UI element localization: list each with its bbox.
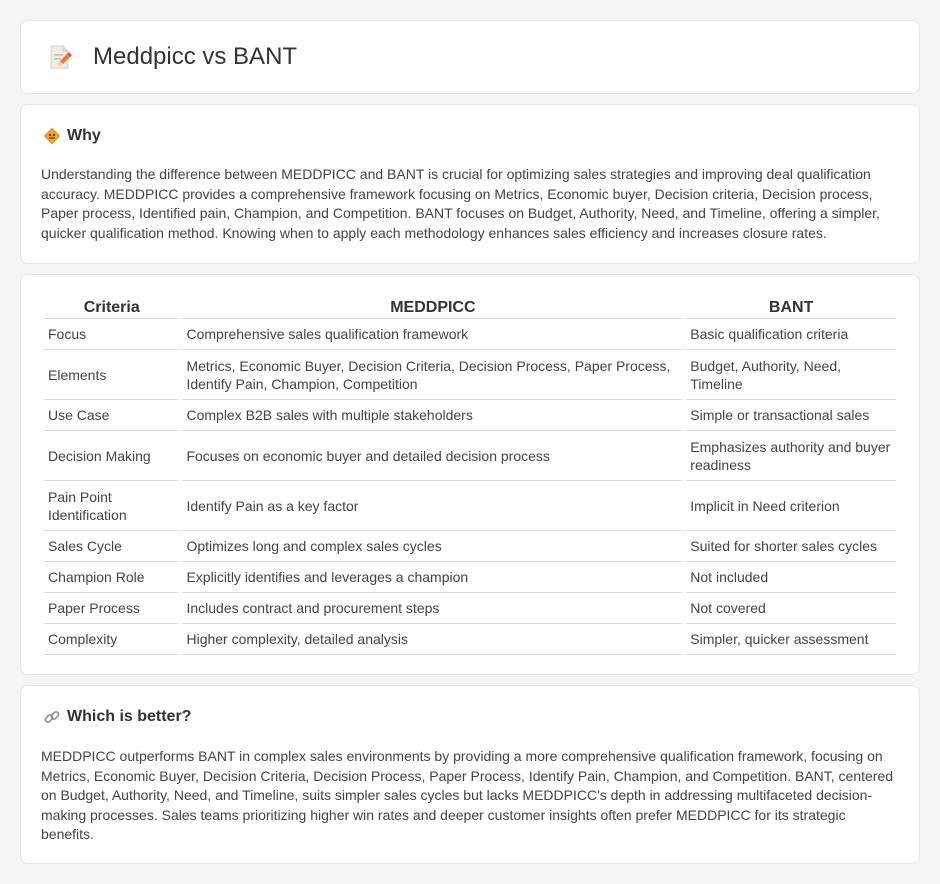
criteria-cell: Champion Role: [44, 562, 179, 593]
bant-cell: Basic qualification criteria: [686, 319, 896, 350]
criteria-cell: Sales Cycle: [44, 531, 179, 562]
why-heading: Why: [67, 127, 101, 144]
meddpicc-cell: Metrics, Economic Buyer, Decision Criteria, Decision Process, Paper Process, Identify Pain, Champion, Competition: [182, 350, 683, 400]
table-row: [44, 350, 896, 400]
table-row: [44, 431, 896, 481]
criteria-cell: Focus: [44, 319, 179, 350]
page-title: Meddpicc vs BANT: [93, 43, 298, 70]
bant-cell: Not covered: [686, 593, 896, 624]
header-criteria: Criteria: [44, 295, 179, 319]
which-is-better-text: MEDDPICC outperforms BANT in complex sales environments by providing a more comprehensive qualification framework, focusing on Metrics, Economic Buyer, Decision Criteria, Decision Process, Paper Process, Identify Pain, Champion, and Competition. BANT, centered on Budget, Authority, Need, and Timeline, suits simpler sales cycles but lacks MEDDPICC's depth in addressing multifaceted decision-making processes. Sales teams prioritizing higher win rates and deeper customer insights often prefer MEDDPICC for its strategic benefits.: [41, 748, 894, 842]
table-row: [44, 531, 896, 562]
header-card: [20, 20, 920, 94]
bant-cell: Simple or transactional sales: [686, 400, 896, 431]
meddpicc-cell: Complex B2B sales with multiple stakeholders: [182, 400, 683, 431]
why-text: Understanding the difference between MEDDPICC and BANT is crucial for optimizing sales strategies and improving deal qualification accuracy. MEDDPICC provides a comprehensive framework focusing on Metrics, Economic buyer, Decision criteria, Decision process, Paper process, Identified pain, Champion, and Competition. BANT focuses on Budget, Authority, Need, and Timeline, offering a simpler, quicker qualification method. Knowing when to apply each methodology enhances sales efficiency and increases closure rates.: [41, 166, 880, 241]
bant-cell: Emphasizes authority and buyer readiness: [686, 431, 896, 481]
header-meddpicc: MEDDPICC: [182, 295, 683, 319]
table-header-row: [44, 295, 896, 319]
which-is-better-heading: Which is better?: [67, 708, 192, 725]
meddpicc-cell: Higher complexity, detailed analysis: [182, 624, 683, 655]
meddpicc-cell: Includes contract and procurement steps: [182, 593, 683, 624]
table-row: [44, 319, 896, 350]
header-bant: BANT: [686, 295, 896, 319]
table-row: [44, 562, 896, 593]
comparison-table: [41, 295, 899, 655]
meddpicc-cell: Identify Pain as a key factor: [182, 481, 683, 531]
bant-cell: Implicit in Need criterion: [686, 481, 896, 531]
comparison-card: [20, 274, 920, 675]
table-row: [44, 481, 896, 531]
criteria-cell: Pain Point Identification: [44, 481, 179, 531]
table-row: [44, 400, 896, 431]
criteria-cell: Paper Process: [44, 593, 179, 624]
warning-sign-icon: [43, 127, 61, 145]
table-row: [44, 624, 896, 655]
link-icon: [43, 708, 61, 726]
bant-cell: Suited for shorter sales cycles: [686, 531, 896, 562]
criteria-cell: Complexity: [44, 624, 179, 655]
meddpicc-cell: Comprehensive sales qualification framework: [182, 319, 683, 350]
table-row: [44, 593, 896, 624]
meddpicc-cell: Explicitly identifies and leverages a champion: [182, 562, 683, 593]
meddpicc-cell: Optimizes long and complex sales cycles: [182, 531, 683, 562]
which-is-better-card: [20, 685, 920, 864]
why-card: [20, 104, 920, 264]
meddpicc-cell: Focuses on economic buyer and detailed decision process: [182, 431, 683, 481]
bant-cell: Budget, Authority, Need, Timeline: [686, 350, 896, 400]
document-pencil-icon: [47, 44, 73, 70]
criteria-cell: Elements: [44, 350, 179, 400]
bant-cell: Not included: [686, 562, 896, 593]
criteria-cell: Use Case: [44, 400, 179, 431]
bant-cell: Simpler, quicker assessment: [686, 624, 896, 655]
criteria-cell: Decision Making: [44, 431, 179, 481]
